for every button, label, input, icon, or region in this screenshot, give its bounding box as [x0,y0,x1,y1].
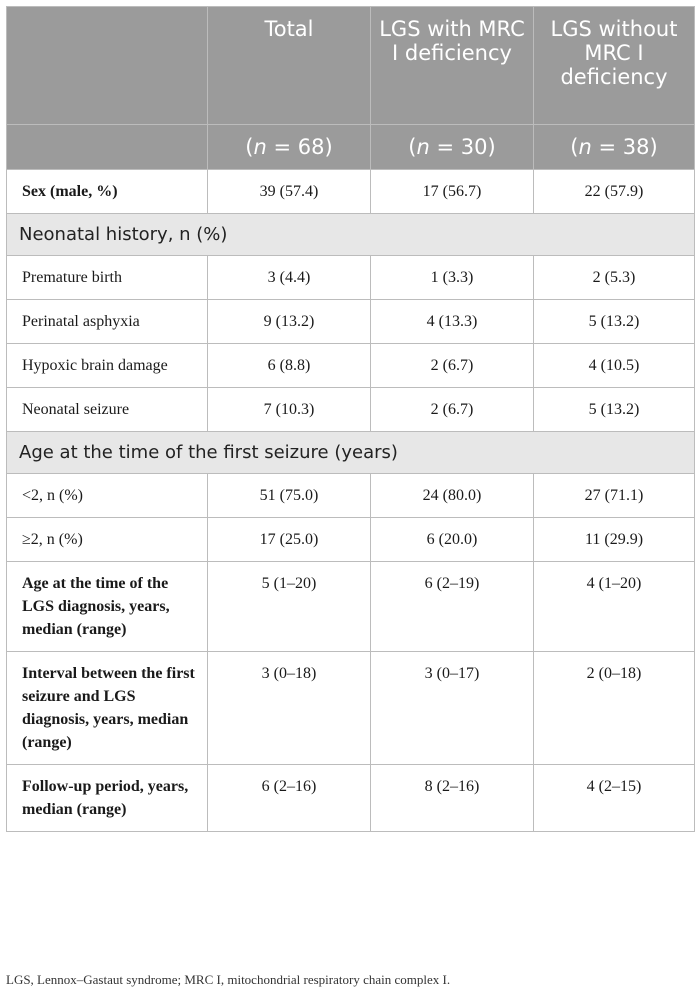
table-row [7,344,695,388]
table-row [7,765,695,832]
cell-without: 11 (29.9) [534,518,695,562]
table-row [7,474,695,518]
row-label-age-diagnosis: Age at the time of the LGS diagnosis, years, median (range) [7,562,208,652]
cell-with: 3 (0–17) [371,652,534,765]
cell-total: 3 (4.4) [208,256,371,300]
cell-without: 2 (5.3) [534,256,695,300]
row-label-hypoxic: Hypoxic brain damage [7,344,208,388]
table-footnote: LGS, Lennox–Gastaut syndrome; MRC I, mitochondrial respiratory chain complex I. [6,972,451,987]
cell-with: 2 (6.7) [371,388,534,432]
n-total-value: = 68) [266,135,333,159]
row-label-neonatal-seizure: Neonatal seizure [7,388,208,432]
cell-total: 9 (13.2) [208,300,371,344]
table-row [7,256,695,300]
demographics-table [6,6,695,832]
cell-with: 17 (56.7) [371,170,534,214]
cell-total: 7 (10.3) [208,388,371,432]
table-row [7,170,695,214]
row-label-premature: Premature birth [7,256,208,300]
cell-total: 6 (8.8) [208,344,371,388]
cell-total: 5 (1–20) [208,562,371,652]
row-label-lt2: <2, n (%) [7,474,208,518]
cell-with: 24 (80.0) [371,474,534,518]
n-with-var: n [416,135,430,159]
header-n-without: (n = 38) [534,125,695,170]
header-n-row [7,125,695,170]
cell-with: 2 (6.7) [371,344,534,388]
cell-without: 27 (71.1) [534,474,695,518]
cell-total: 51 (75.0) [208,474,371,518]
cell-total: 17 (25.0) [208,518,371,562]
header-lgs-without-mrc: LGS without MRC I deficiency [534,7,695,125]
row-label-ge2: ≥2, n (%) [7,518,208,562]
header-total: Total [208,7,371,125]
header-empty-cell [7,7,208,125]
cell-without: 5 (13.2) [534,388,695,432]
header-n-total: (n = 68) [208,125,371,170]
section-row [7,214,695,256]
n-with-value: = 30) [429,135,496,159]
header-lgs-with-mrc: LGS with MRC I deficiency [371,7,534,125]
cell-without: 4 (10.5) [534,344,695,388]
table-row [7,652,695,765]
table-row [7,300,695,344]
header-n-empty [7,125,208,170]
n-without-value: = 38) [591,135,658,159]
cell-total: 3 (0–18) [208,652,371,765]
cell-without: 2 (0–18) [534,652,695,765]
cell-with: 4 (13.3) [371,300,534,344]
n-without-var: n [578,135,592,159]
cell-without: 22 (57.9) [534,170,695,214]
header-row [7,7,695,125]
row-label-interval: Interval between the first seizure and LGS diagnosis, years, median (range) [7,652,208,765]
row-label-followup: Follow-up period, years, median (range) [7,765,208,832]
cell-with: 6 (2–19) [371,562,534,652]
cell-with: 1 (3.3) [371,256,534,300]
row-label-asphyxia: Perinatal asphyxia [7,300,208,344]
cell-total: 39 (57.4) [208,170,371,214]
table-row [7,518,695,562]
cell-without: 5 (13.2) [534,300,695,344]
header-n-with: (n = 30) [371,125,534,170]
cell-with: 6 (20.0) [371,518,534,562]
section-age-first-seizure: Age at the time of the first seizure (years) [7,432,695,474]
table-row [7,388,695,432]
row-label-sex: Sex (male, %) [7,170,208,214]
table-row [7,562,695,652]
cell-total: 6 (2–16) [208,765,371,832]
section-row [7,432,695,474]
section-neonatal-history: Neonatal history, n (%) [7,214,695,256]
n-total-var: n [253,135,267,159]
cell-without: 4 (2–15) [534,765,695,832]
cell-without: 4 (1–20) [534,562,695,652]
cell-with: 8 (2–16) [371,765,534,832]
